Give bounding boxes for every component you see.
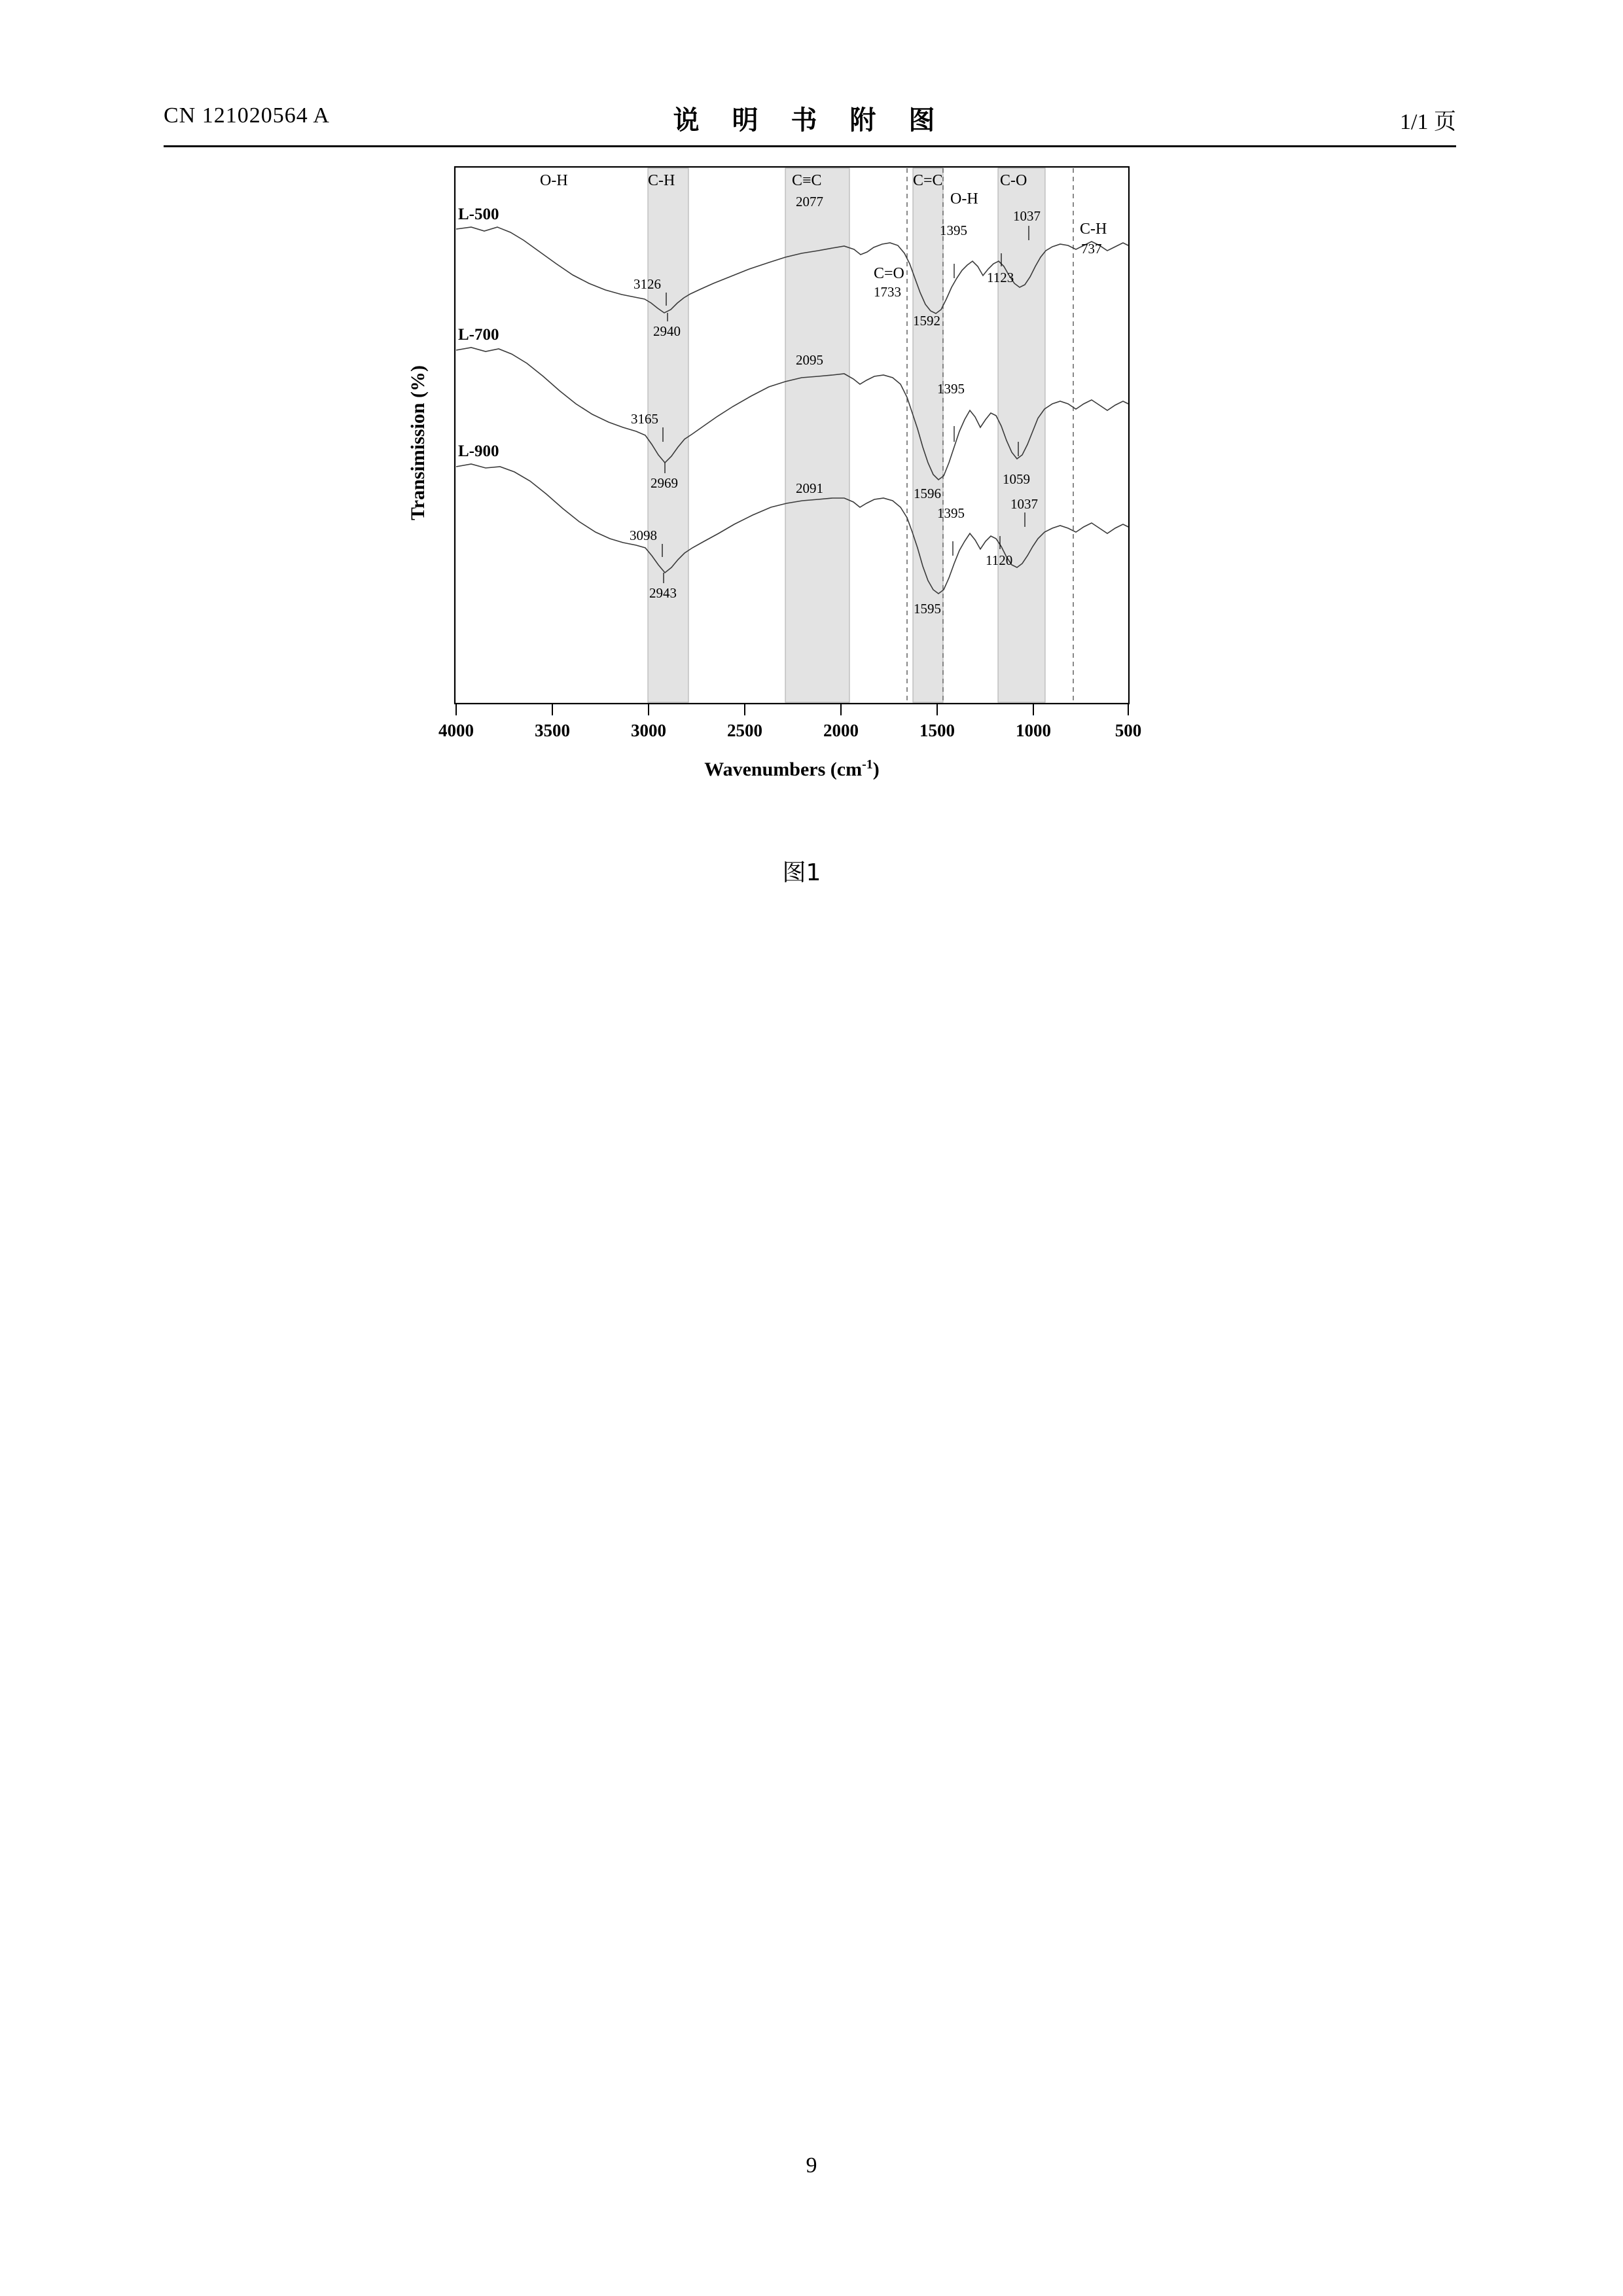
group-label-co: C=O <box>874 265 904 282</box>
band-c-h-stretch <box>648 168 688 702</box>
svg-text:Wavenumbers (cm-1): Wavenumbers $(cm^{-1})$ <box>704 757 880 780</box>
group-label-oh-2: O-H <box>950 190 978 207</box>
group-label-cc: C=C <box>913 172 943 189</box>
x-axis-title <box>704 757 879 780</box>
x-tick-4000: 4000 <box>438 721 474 740</box>
x-axis-title-exponent: -1 <box>862 757 873 772</box>
peak-label-3098: 3098 <box>630 528 657 543</box>
document-title: 说 明 书 附 图 <box>673 105 947 135</box>
y-axis-title-text: Transimission (%) <box>407 365 429 520</box>
peak-label-1037-b: 1037 <box>1010 496 1038 512</box>
peak-label-2943: 2943 <box>649 585 677 601</box>
peak-label-1733: 1733 <box>874 284 901 300</box>
peak-label-1120: 1120 <box>986 552 1013 568</box>
x-tick-1500: 1500 <box>919 721 955 740</box>
peak-label-1395-c: 1395 <box>937 505 965 521</box>
page-header <box>164 98 1456 147</box>
ir-spectra-chart <box>393 154 1211 808</box>
peak-label-1059: 1059 <box>1003 471 1030 487</box>
figure-caption: 图1 <box>782 859 821 886</box>
group-label-ch-2: C-H <box>1080 221 1107 238</box>
x-tick-2000: 2000 <box>823 721 859 740</box>
peak-label-1037-a: 1037 <box>1013 208 1041 224</box>
x-tick-2500: 2500 <box>727 721 762 740</box>
x-axis-title-text: Wavenumbers (cm <box>704 759 863 780</box>
peak-label-1395-a: 1395 <box>940 223 967 238</box>
peak-label-2940: 2940 <box>653 323 681 339</box>
peak-label-1595: 1595 <box>914 601 941 617</box>
peak-label-2091: 2091 <box>796 480 823 496</box>
peak-label-3126: 3126 <box>633 276 661 292</box>
peak-label-1395-b: 1395 <box>937 381 965 397</box>
peak-label-1592: 1592 <box>913 313 940 329</box>
page-number: 9 <box>806 2153 817 2178</box>
peak-label-737: 737 <box>1081 241 1102 257</box>
band-c-triple-c <box>785 168 849 702</box>
group-label-ch-1: C-H <box>648 172 675 189</box>
series-label-l-500: L-500 <box>458 206 499 223</box>
x-tick-1000: 1000 <box>1016 721 1051 740</box>
page-indicator: 1/1 页 <box>1400 110 1456 134</box>
series-label-l-700: L-700 <box>458 326 499 344</box>
peak-label-3165: 3165 <box>631 411 658 427</box>
band-c-double-c <box>913 168 943 702</box>
peak-label-1123: 1123 <box>987 270 1014 285</box>
figure-ir-spectra <box>393 154 1211 886</box>
peak-label-2095: 2095 <box>796 352 823 368</box>
series-label-l-900: L-900 <box>458 442 499 460</box>
x-tick-3500: 3500 <box>535 721 570 740</box>
group-label-oh-1: O-H <box>540 172 568 189</box>
x-tick-3000: 3000 <box>631 721 666 740</box>
x-axis <box>438 704 1141 740</box>
group-label-co-single: C-O <box>1000 172 1027 189</box>
patent-number: CN 121020564 A <box>164 103 330 128</box>
peak-label-1596: 1596 <box>914 486 941 501</box>
group-label-triple-cc: C≡C <box>792 172 822 189</box>
x-tick-500: 500 <box>1115 721 1142 740</box>
peak-label-2077: 2077 <box>796 194 823 209</box>
y-axis-title <box>407 365 429 520</box>
peak-label-2969: 2969 <box>651 475 678 491</box>
